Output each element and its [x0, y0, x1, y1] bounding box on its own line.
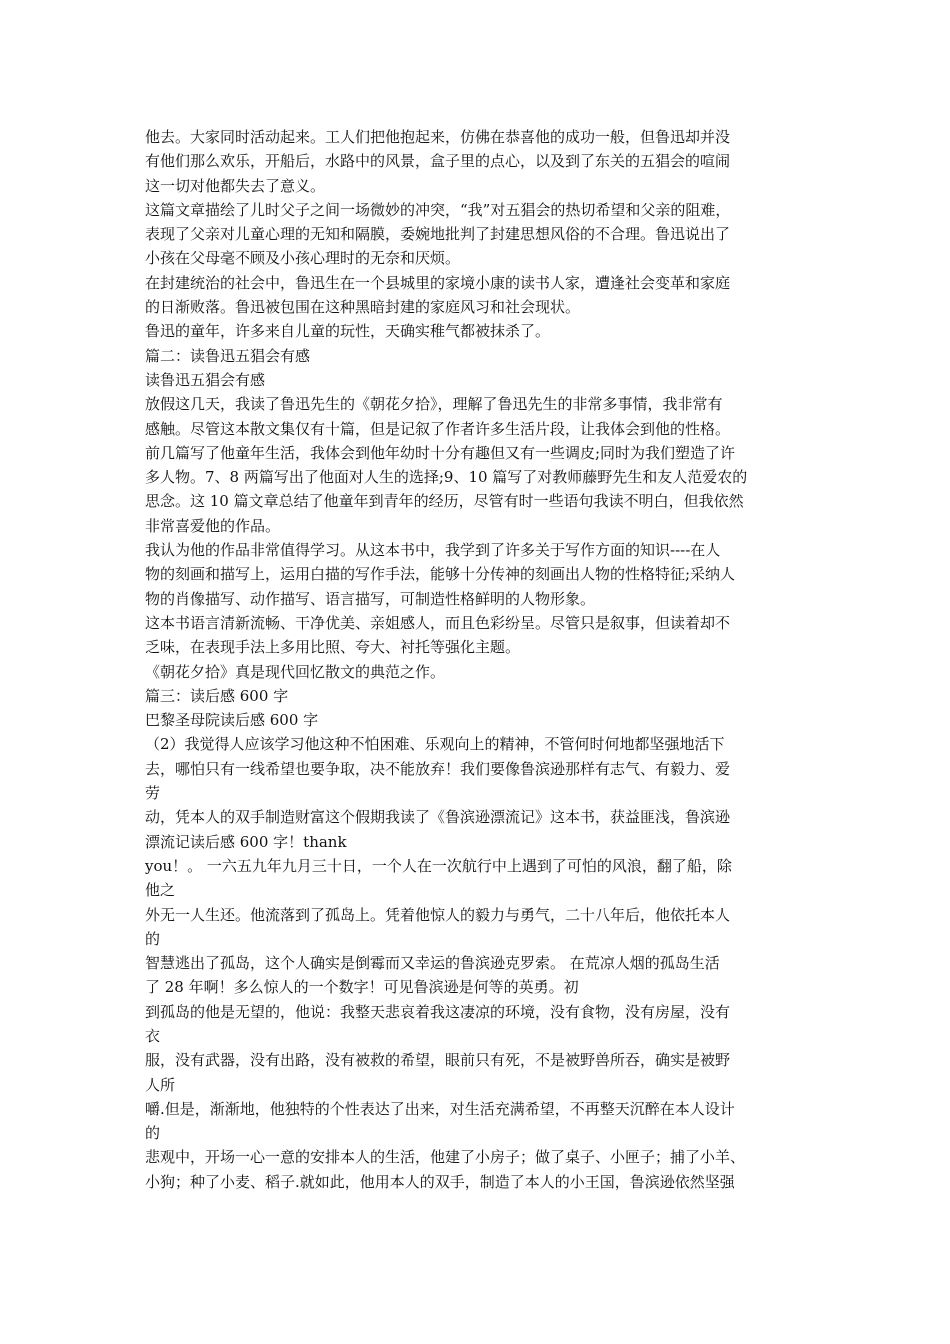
- text-line: 的: [145, 1124, 161, 1143]
- text-line: 《朝花夕拾》真是现代回忆散文的典范之作。: [145, 662, 446, 681]
- text-line: 读鲁迅五猖会有感: [145, 370, 266, 389]
- text-line: 到孤岛的他是无望的，他说：我整天悲哀着我这凄凉的环境，没有食物，没有房屋，没有: [145, 1002, 731, 1021]
- text-line: 我认为他的作品非常值得学习。从这本书中，我学到了许多关于写作方面的知识----在人: [145, 541, 721, 560]
- text-line: 他去。大家同时活动起来。工人们把他抱起来，仿佛在恭喜他的成功一般，但鲁迅却并没: [145, 128, 731, 146]
- text-line: 放假这几天，我读了鲁迅先生的《朝花夕拾》，理解了鲁迅先生的非常多事情，我非常有: [145, 395, 723, 414]
- text-line: 小狗；种了小麦、稻子.就如此，他用本人的双手，制造了本人的小王国，鲁滨逊依然坚强: [145, 1172, 735, 1191]
- text-line: 巴黎圣母院读后感 600 字: [145, 711, 319, 730]
- text-line: 外无一人生还。他流落到了孤岛上。凭着他惊人的毅力与勇气，二十八年后，他依托本人: [145, 905, 731, 924]
- text-line: 嚼.但是，渐渐地，他独特的个性表达了出来，对生活充满希望，不再整天沉醉在本人设计: [145, 1099, 735, 1118]
- text-line: 这本书语言清新流畅、干净优美、亲姐感人，而且色彩纷呈。尽管只是叙事，但读着却不: [145, 613, 731, 632]
- text-line: 非常喜爱他的作品。: [145, 516, 281, 535]
- text-line: 服，没有武器，没有出路，没有被救的希望，眼前只有死，不是被野兽所吞，确实是被野: [145, 1051, 731, 1070]
- text-line: 这篇文章描绘了儿时父子之间一场微妙的冲突，“我”对五猖会的热切希望和父亲的阻难，: [145, 200, 731, 219]
- text-line: 思念。这 10 篇文章总结了他童年到青年的经历，尽管有时一些语句我读不明白，但我依然: [145, 492, 744, 511]
- text-line: 他之: [145, 881, 176, 900]
- text-line: 物的肖像描写、动作描写、语言描写，可制造性格鲜明的人物形象。: [145, 589, 596, 608]
- text-line: 感触。尽管这本散文集仅有十篇，但是记叙了作者许多生活片段，让我体会到他的性格。: [145, 419, 731, 438]
- text-line: 智慧逃出了孤岛，这个人确实是倒霉而又幸运的鲁滨逊克罗索。 在荒凉人烟的孤岛生活: [145, 954, 720, 973]
- text-line: 乏味，在表现手法上多用比照、夸大、衬托等强化主题。: [145, 638, 521, 657]
- text-line: 小孩在父母毫不顾及小孩心理时的无奈和厌烦。: [145, 249, 461, 268]
- text-line: 篇二：读鲁迅五猖会有感: [145, 346, 311, 365]
- text-line: 篇三：读后感 600 字: [145, 686, 289, 705]
- text-line: 这一切对他都失去了意义。: [145, 176, 326, 195]
- text-line: 物的刻画和描写上，运用白描的写作手法，能够十分传神的刻画出人物的性格特征;采纳人: [145, 565, 736, 584]
- text-line: 有他们那么欢乐，开船后，水路中的风景，盒子里的点心，以及到了东关的五猖会的喧闹: [145, 152, 731, 171]
- text-line: 漂流记读后感 600 字！thank: [145, 832, 347, 851]
- text-line: 衣: [145, 1026, 161, 1045]
- text-line: 表现了父亲对儿童心理的无知和隔膜，委婉地批判了封建思想风俗的不合理。鲁迅说出了: [145, 225, 731, 244]
- text-line: 了 28 年啊！多么惊人的一个数字！可见鲁滨逊是何等的英勇。初: [145, 978, 579, 997]
- text-line: 鲁迅的童年，许多来自儿童的玩性，天确实稚气都被抹杀了。: [145, 322, 551, 341]
- text-line: 人所: [145, 1075, 176, 1094]
- text-line: 动，凭本人的双手制造财富这个假期我读了《鲁滨逊漂流记》这本书，获益匪浅，鲁滨逊: [145, 808, 731, 827]
- text-line: 去，哪怕只有一线希望也要争取，决不能放弃！我们要像鲁滨逊那样有志气、有毅力、爱: [145, 759, 731, 778]
- text-line: 的: [145, 929, 161, 948]
- document-body: [145, 125, 815, 1194]
- text-line: 前几篇写了他童年生活，我体会到他年幼时十分有趣但又有一些调皮;同时为我们塑造了许: [145, 443, 736, 462]
- text-line: you！。 一六五九年九月三十日，一个人在一次航行中上遇到了可怕的风浪，翻了船，除: [145, 856, 732, 875]
- text-line: 悲观中，开场一心一意的安排本人的生活，他建了小房子；做了桌子、小匣子；捕了小羊、: [145, 1148, 746, 1167]
- text-line: 劳: [145, 784, 161, 803]
- text-line: 在封建统治的社会中，鲁迅生在一个县城里的家境小康的读书人家，遭逢社会变革和家庭: [145, 273, 731, 292]
- text-line: （2）我觉得人应该学习他这种不怕困难、乐观向上的精神，不管何时何地都坚强地活下: [145, 735, 725, 754]
- text-line: 多人物。7、8 两篇写出了他面对人生的选择;9、10 篇写了对教师藤野先生和友人范爱农的: [145, 468, 748, 487]
- text-line: 的日渐败落。鲁迅被包围在这种黑暗封建的家庭风习和社会现状。: [145, 298, 581, 317]
